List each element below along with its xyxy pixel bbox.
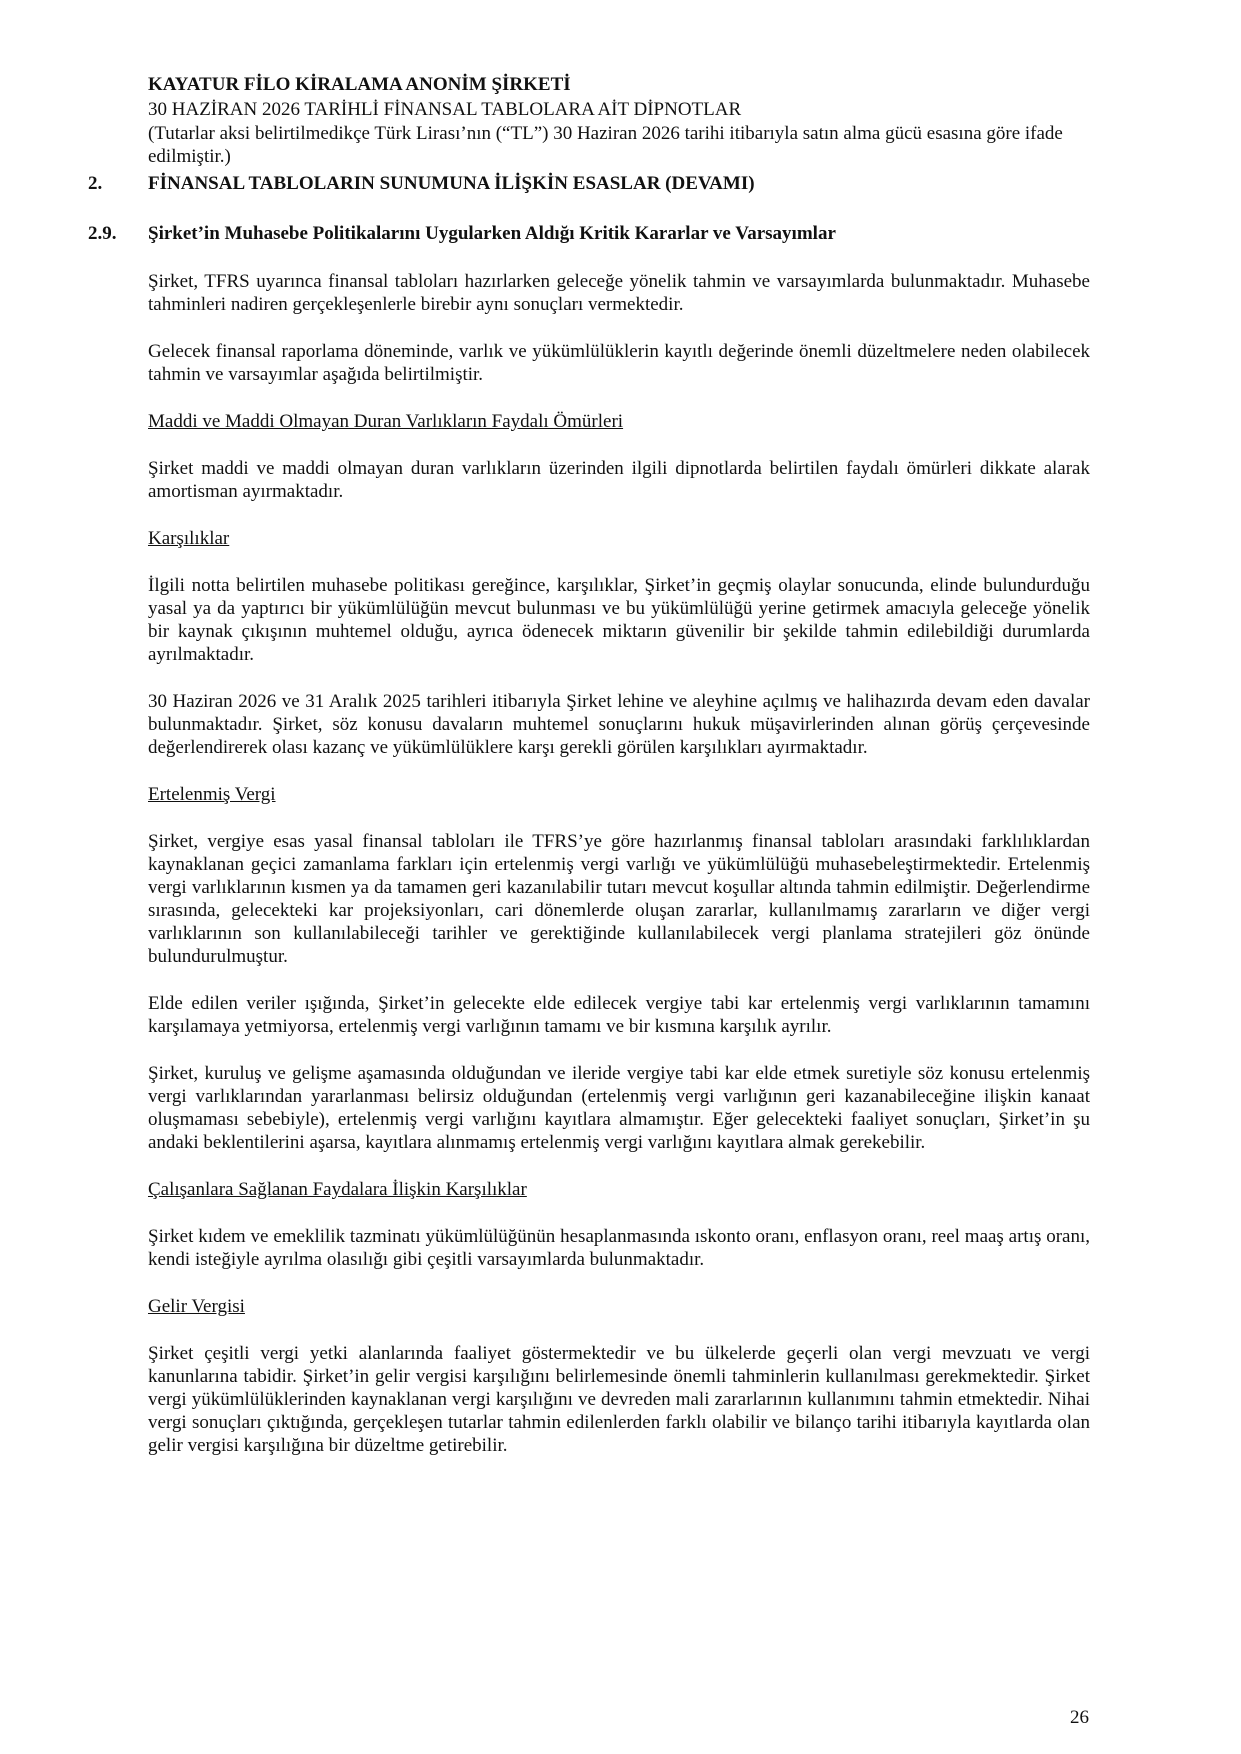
paragraph: Şirket, kuruluş ve gelişme aşamasında olduğundan ve ileride vergiye tabi kar elde etmek suretiyle söz konusu ertelenmiş vergi varlıklarından yararlanması belirsiz olduğundan (ertelenmiş vergi varlığının geri kazanabileceğine ilişkin kanaat oluşmaması sebebiyle), ertelenmiş vergi varlığını kayıtlara almamıştır. Eğer gelecekteki faaliyet sonuçları, Şirket’in şu andaki beklentilerini aşarsa, kayıtlara alınmamış ertelenmiş vergi varlığını kayıtlara almak gerekebilir. bbox=[148, 1063, 1090, 1153]
subsection-number: 2.9. bbox=[88, 223, 117, 244]
currency-note: (Tutarlar aksi belirtilmedikçe Türk Lirası’nın (“TL”) 30 Haziran 2026 tarihi itibarıyla satın alma gücü esasına göre ifade edilmiştir.) bbox=[148, 123, 1063, 167]
paragraph: Şirket kıdem ve emeklilik tazminatı yükümlülüğünün hesaplanmasında ıskonto oranı, enflasyon oranı, reel maaş artış oranı, kendi isteğiyle ayrılma olasılığı gibi çeşitli varsayımlarda bulunmaktadır. bbox=[148, 1226, 1090, 1270]
paragraph: Gelecek finansal raporlama döneminde, varlık ve yükümlülüklerin kayıtlı değerinde önemli düzeltmelere neden olabilecek tahmin ve varsayımlar aşağıda belirtilmiştir. bbox=[148, 341, 1090, 385]
paragraph: Şirket maddi ve maddi olmayan duran varlıkların üzerinden ilgili dipnotlarda belirtilen faydalı ömürleri dikkate alarak amortisman ayırmaktadır. bbox=[148, 458, 1090, 502]
subsection-title: Şirket’in Muhasebe Politikalarını Uygularken Aldığı Kritik Kararlar ve Varsayımlar bbox=[148, 223, 836, 244]
subheading: Ertelenmiş Vergi bbox=[148, 784, 276, 805]
paragraph: 30 Haziran 2026 ve 31 Aralık 2025 tarihleri itibarıyla Şirket lehine ve aleyhine açılmış ve halihazırda devam eden davalar bulunmaktadır. Şirket, söz konusu davaların muhtemel sonuçlarını hukuk müşavirlerinden alınan görüş çerçevesinde değerlendirerek olası kazanç ve yükümlülüklere karşı gerekli görülen karşılıkları ayırmaktadır. bbox=[148, 691, 1090, 758]
section-title: FİNANSAL TABLOLARIN SUNUMUNA İLİŞKİN ESASLAR (DEVAMI) bbox=[148, 173, 755, 194]
paragraph: Şirket, TFRS uyarınca finansal tabloları hazırlarken geleceğe yönelik tahmin ve varsayımlarda bulunmaktadır. Muhasebe tahminleri nadiren gerçekleşenlerle birebir aynı sonuçları vermektedir. bbox=[148, 271, 1090, 315]
subheading: Gelir Vergisi bbox=[148, 1296, 245, 1317]
document-body bbox=[148, 270, 1090, 1481]
page-number: 26 bbox=[1070, 1707, 1089, 1728]
paragraph: Şirket çeşitli vergi yetki alanlarında faaliyet göstermektedir ve bu ülkelerde geçerli olan vergi mevzuatı ve vergi kanunlarına tabidir. Şirket’in gelir vergisi karşılığını belirlemesinde önemli tahminlerin kullanılması gerekmektedir. Şirket vergi yükümlülüklerinden kaynaklanan vergi karşılığını ve devreden mali zararlarının kullanımını tahmin etmektedir. Nihai vergi sonuçları çıktığında, gerçekleşen tutarlar tahmin edilenlerden farklı olabilir ve bilanço tarihi itibarıyla kayıtlarda olan gelir vergisi karşılığına bir düzeltme getirebilir. bbox=[148, 1343, 1090, 1456]
subheading: Maddi ve Maddi Olmayan Duran Varlıkların Faydalı Ömürleri bbox=[148, 411, 624, 432]
section-number: 2. bbox=[88, 173, 103, 194]
paragraph: Şirket, vergiye esas yasal finansal tabloları ile TFRS’ye göre hazırlanmış finansal tabloları arasındaki farklılıklardan kaynaklanan geçici zamanlama farkları için ertelenmiş vergi varlığı ve yükümlülüğü muhasebeleştirmektedir. Ertelenmiş vergi varlıklarının kısmen ya da tamamen geri kazanılabilir tutarı mevcut koşullar altında tahmin edilmiştir. Değerlendirme sırasında, gelecekteki kar projeksiyonları, cari dönemlerde oluşan zararlar, kullanılmamış zararların ve diğer vergi varlıklarının son kullanılabileceği tarihler ve gerektiğinde kullanılabilecek vergi planlama stratejileri göz önünde bulundurulmuştur. bbox=[148, 831, 1090, 967]
report-subtitle: 30 HAZİRAN 2026 TARİHLİ FİNANSAL TABLOLARA AİT DİPNOTLAR bbox=[148, 99, 742, 120]
subheading: Karşılıklar bbox=[148, 528, 230, 549]
subheading: Çalışanlara Sağlanan Faydalara İlişkin Karşılıklar bbox=[148, 1179, 527, 1200]
company-name: KAYATUR FİLO KİRALAMA ANONİM ŞİRKETİ bbox=[148, 74, 571, 95]
paragraph: İlgili notta belirtilen muhasebe politikası gereğince, karşılıklar, Şirket’in geçmiş olaylar sonucunda, elinde bulundurduğu yasal ya da yaptırıcı bir yükümlülüğün mevcut bulunması ve bu yükümlülüğü yerine getirmek amacıyla geleceğe yönelik bir kaynak çıkışının muhtemel olduğu, ayrıca ödenecek miktarın güvenilir bir şekilde tahmin edilebildiği durumlarda ayrılmaktadır. bbox=[148, 575, 1090, 665]
paragraph: Elde edilen veriler ışığında, Şirket’in gelecekte elde edilecek vergiye tabi kar ertelenmiş vergi varlıklarının tamamını karşılamaya yetmiyorsa, ertelenmiş vergi varlığının tamamı ve bir kısmına karşılık ayrılır. bbox=[148, 993, 1090, 1037]
